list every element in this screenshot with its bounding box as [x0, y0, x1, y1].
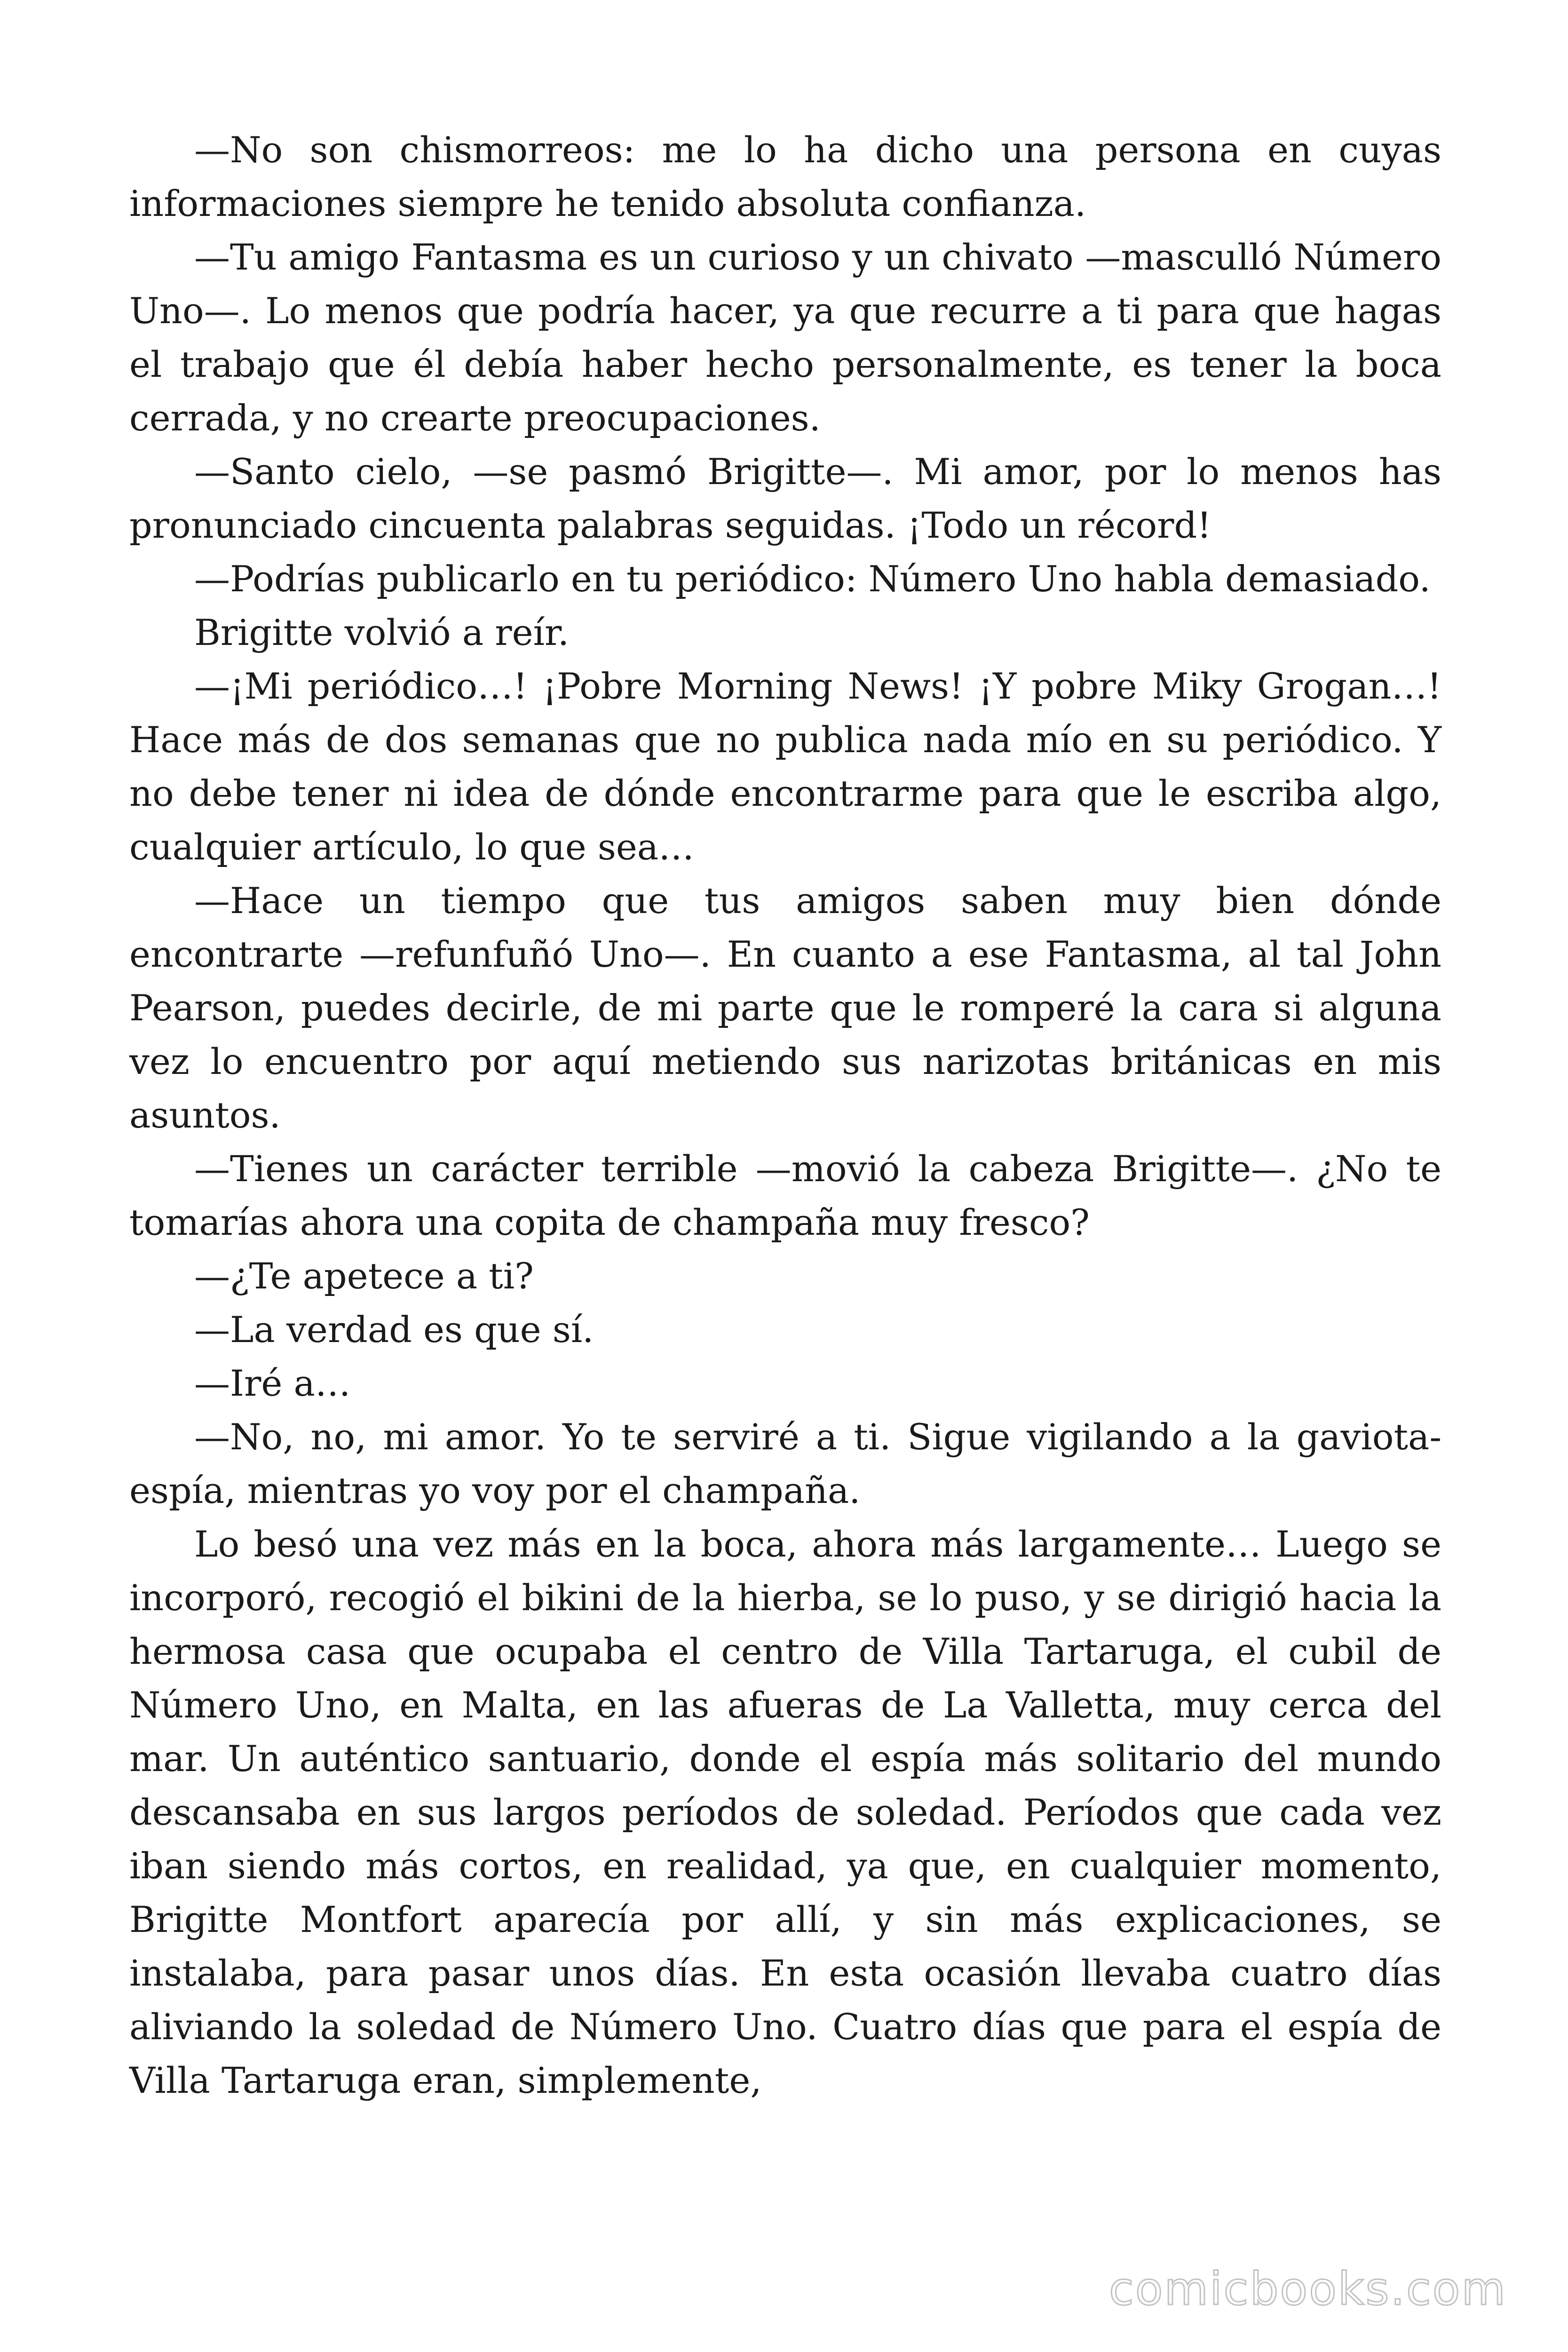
watermark: comicbooks.com — [1109, 2263, 1507, 2315]
paragraph-4: —Podrías publicarlo en tu periódico: Número Uno habla demasiado. — [194, 558, 1431, 600]
paragraph-11: —Iré a… — [194, 1362, 351, 1404]
paragraph-2: —Tu amigo Fantasma es un curioso y un chivato —masculló Número Uno—. Lo menos que podría hacer, ya que recurre a ti para que hagas el trabajo que él debía haber hecho personalmente, es tener la boca cerrada, y no crearte preocupaciones. — [129, 236, 1441, 439]
paragraph-7: —Hace un tiempo que tus amigos saben muy bien dónde encontrarte —refunfuñó Uno—. En cuanto a ese Fantasma, al tal John Pearson, puedes decirle, de mi parte que le romperé la cara si alguna vez lo encuentro por aquí metiendo sus narizotas británicas en mis asuntos. — [129, 880, 1441, 1136]
book-page-text — [129, 123, 1441, 2107]
paragraph-10: —La verdad es que sí. — [194, 1309, 594, 1351]
paragraph-12: —No, no, mi amor. Yo te serviré a ti. Sigue vigilando a la gaviota-espía, mientras yo voy por el champaña. — [129, 1416, 1441, 1511]
paragraph-5: Brigitte volvió a reír. — [194, 612, 570, 653]
paragraph-3: —Santo cielo, —se pasmó Brigitte—. Mi amor, por lo menos has pronunciado cincuenta palabras seguidas. ¡Todo un récord! — [129, 451, 1441, 546]
paragraph-13: Lo besó una vez más en la boca, ahora más largamente… Luego se incorporó, recogió el bikini de la hierba, se lo puso, y se dirigió hacia la hermosa casa que ocupaba el centro de Villa Tartaruga, el cubil de Número Uno, en Malta, en las afueras de La Valletta, muy cerca del mar. Un auténtico santuario, donde el espía más solitario del mundo descansaba en sus largos períodos de soledad. Períodos que cada vez iban siendo más cortos, en realidad, ya que, en cualquier momento, Brigitte Montfort aparecía por allí, y sin más explicaciones, se instalaba, para pasar unos días. En esta ocasión llevaba cuatro días aliviando la soledad de Número Uno. Cuatro días que para el espía de Villa Tartaruga eran, simplemente, — [129, 1523, 1441, 2101]
paragraph-9: —¿Te apetece a ti? — [194, 1255, 534, 1297]
paragraph-8: —Tienes un carácter terrible —movió la cabeza Brigitte—. ¿No te tomarías ahora una copita de champaña muy fresco? — [129, 1148, 1441, 1243]
paragraph-6: —¡Mi periódico…! ¡Pobre Morning News! ¡Y pobre Miky Grogan…! Hace más de dos semanas que no publica nada mío en su periódico. Y no debe tener ni idea de dónde encontrarme para que le escriba algo, cualquier artículo, lo que sea… — [129, 665, 1441, 868]
paragraph-1: —No son chismorreos: me lo ha dicho una persona en cuyas informaciones siempre he tenido absoluta confianza. — [129, 129, 1441, 224]
